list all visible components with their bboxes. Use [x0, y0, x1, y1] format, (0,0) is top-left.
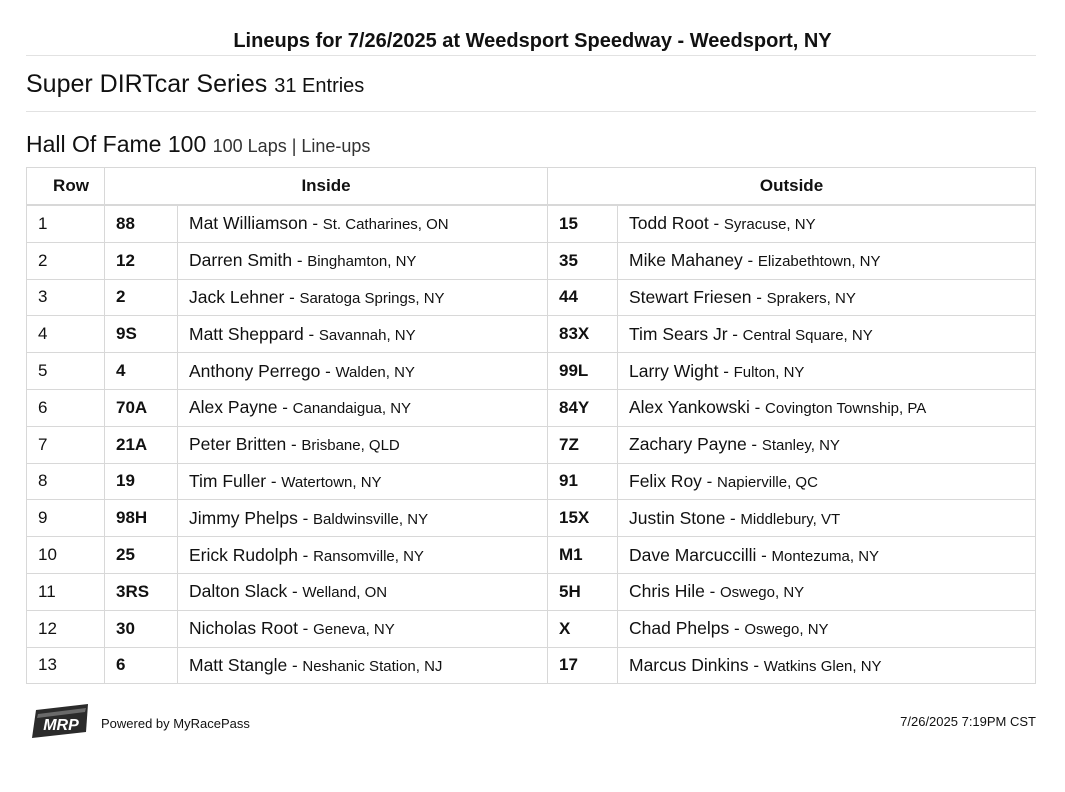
outside-driver-cell: [618, 647, 1036, 684]
inside-car-number: 4: [105, 353, 178, 390]
outside-car-number: 35: [548, 242, 618, 279]
outside-driver-cell: [618, 279, 1036, 316]
inside-driver-hometown: Watertown, NY: [281, 473, 382, 491]
inside-separator: -: [297, 508, 314, 528]
header-divider: [26, 55, 1036, 56]
outside-separator: -: [708, 214, 724, 234]
row-number: 4: [27, 316, 105, 353]
table-row: [27, 316, 1036, 353]
outside-car-number: 84Y: [548, 389, 618, 426]
outside-column-header: Outside: [548, 168, 1036, 206]
myracepass-logo: [30, 702, 92, 740]
inside-car-number: 70A: [105, 389, 178, 426]
outside-car-number: M1: [548, 537, 618, 574]
lineup-body: [27, 205, 1036, 684]
event-name: Hall Of Fame 100: [26, 131, 207, 157]
row-number: 1: [27, 205, 105, 242]
inside-driver-cell: [178, 353, 548, 390]
inside-driver-hometown: Saratoga Springs, NY: [299, 289, 445, 307]
inside-column-header: Inside: [105, 168, 548, 206]
inside-car-number: 12: [105, 242, 178, 279]
outside-driver-hometown: Napierville, QC: [717, 473, 818, 491]
outside-driver-cell: [618, 389, 1036, 426]
inside-driver-name: Peter Britten: [189, 434, 287, 455]
inside-separator: -: [286, 435, 302, 455]
table-row: [27, 242, 1036, 279]
inside-driver-name: Jack Lehner: [189, 286, 285, 307]
inside-separator: -: [284, 287, 300, 307]
inside-driver-hometown: Welland, ON: [302, 584, 388, 602]
inside-car-number: 19: [105, 463, 178, 500]
inside-car-number: 88: [105, 205, 178, 242]
inside-driver-name: Matt Sheppard: [189, 323, 304, 344]
series-name: Super DIRTcar Series: [26, 70, 268, 98]
inside-driver-cell: [178, 242, 548, 279]
inside-driver-hometown: Canandaigua, NY: [292, 400, 412, 418]
inside-car-number: 30: [105, 610, 178, 647]
outside-driver-name: Mike Mahaney: [629, 250, 743, 271]
outside-driver-cell: [618, 500, 1036, 537]
inside-car-number: 9S: [105, 316, 178, 353]
outside-driver-name: Dave Marcuccilli: [629, 544, 757, 565]
inside-driver-cell: [178, 647, 548, 684]
inside-driver-cell: [178, 316, 548, 353]
inside-car-number: 6: [105, 647, 178, 684]
inside-driver-cell: [178, 610, 548, 647]
inside-driver-cell: [178, 500, 548, 537]
inside-car-number: 2: [105, 279, 178, 316]
table-row: [27, 426, 1036, 463]
outside-driver-cell: [618, 316, 1036, 353]
row-number: 11: [27, 573, 105, 610]
outside-driver-name: Marcus Dinkins: [629, 654, 749, 675]
row-number: 5: [27, 353, 105, 390]
inside-driver-name: Tim Fuller: [189, 470, 267, 491]
outside-separator: -: [729, 619, 745, 639]
outside-driver-cell: [618, 426, 1036, 463]
outside-separator: -: [756, 545, 772, 565]
outside-separator: -: [749, 398, 766, 418]
inside-driver-hometown: Binghamton, NY: [307, 253, 417, 271]
outside-driver-hometown: Central Square, NY: [742, 326, 873, 344]
outside-driver-cell: [618, 242, 1036, 279]
inside-driver-cell: [178, 463, 548, 500]
row-number: 3: [27, 279, 105, 316]
outside-driver-name: Felix Roy: [629, 470, 702, 491]
inside-driver-hometown: Ransomville, NY: [313, 547, 424, 565]
inside-driver-hometown: Baldwinsville, NY: [313, 510, 429, 528]
outside-separator: -: [751, 287, 767, 307]
table-row: [27, 205, 1036, 242]
inside-driver-cell: [178, 573, 548, 610]
table-row: [27, 610, 1036, 647]
inside-driver-hometown: Brisbane, QLD: [301, 437, 400, 455]
outside-car-number: X: [548, 610, 618, 647]
row-column-header: Row: [27, 168, 105, 206]
inside-driver-cell: [178, 426, 548, 463]
inside-driver-name: Darren Smith: [189, 250, 293, 271]
outside-driver-name: Chris Hile: [629, 581, 705, 602]
table-header-row: [27, 168, 1036, 206]
inside-car-number: 98H: [105, 500, 178, 537]
outside-driver-name: Todd Root: [629, 213, 709, 234]
outside-car-number: 91: [548, 463, 618, 500]
outside-driver-cell: [618, 610, 1036, 647]
table-row: [27, 537, 1036, 574]
inside-driver-cell: [178, 205, 548, 242]
outside-driver-name: Chad Phelps: [629, 618, 730, 639]
outside-separator: -: [742, 251, 758, 271]
row-number: 6: [27, 389, 105, 426]
lineup-table: [26, 167, 1036, 684]
outside-driver-hometown: Sprakers, NY: [766, 289, 856, 307]
outside-car-number: 7Z: [548, 426, 618, 463]
inside-separator: -: [297, 545, 314, 565]
outside-car-number: 44: [548, 279, 618, 316]
series-entries: 31 Entries: [274, 75, 365, 97]
outside-driver-name: Zachary Payne: [629, 434, 747, 455]
inside-driver-hometown: Savannah, NY: [318, 326, 416, 344]
outside-driver-hometown: Montezuma, NY: [771, 547, 880, 565]
inside-driver-name: Anthony Perrego: [189, 360, 321, 381]
outside-driver-hometown: Oswego, NY: [744, 621, 829, 639]
inside-driver-hometown: Geneva, NY: [313, 621, 395, 639]
inside-driver-name: Matt Stangle: [189, 654, 288, 675]
inside-driver-name: Erick Rudolph: [189, 544, 298, 565]
inside-driver-hometown: St. Catharines, ON: [322, 216, 449, 234]
row-number: 8: [27, 463, 105, 500]
table-row: [27, 500, 1036, 537]
inside-separator: -: [277, 398, 293, 418]
inside-separator: -: [292, 251, 308, 271]
outside-separator: -: [718, 361, 734, 381]
outside-driver-hometown: Oswego, NY: [719, 584, 805, 602]
outside-driver-hometown: Covington Township, PA: [765, 400, 927, 418]
table-row: [27, 389, 1036, 426]
outside-driver-cell: [618, 573, 1036, 610]
inside-car-number: 21A: [105, 426, 178, 463]
event-details: 100 Laps | Line-ups: [212, 136, 371, 156]
row-number: 7: [27, 426, 105, 463]
event-heading: [26, 131, 370, 158]
outside-car-number: 15: [548, 205, 618, 242]
inside-separator: -: [307, 214, 323, 234]
inside-separator: -: [320, 361, 336, 381]
outside-driver-name: Larry Wight: [629, 360, 719, 381]
table-row: [27, 647, 1036, 684]
outside-driver-hometown: Middlebury, VT: [740, 510, 841, 528]
inside-driver-cell: [178, 279, 548, 316]
outside-driver-hometown: Watkins Glen, NY: [763, 657, 882, 675]
inside-driver-name: Mat Williamson: [189, 213, 308, 234]
inside-separator: -: [297, 619, 314, 639]
outside-car-number: 83X: [548, 316, 618, 353]
outside-separator: -: [701, 471, 718, 491]
generated-timestamp: 7/26/2025 7:19PM CST: [900, 714, 1036, 729]
inside-driver-hometown: Walden, NY: [335, 363, 415, 381]
outside-driver-name: Stewart Friesen: [629, 286, 752, 307]
outside-separator: -: [746, 435, 762, 455]
inside-separator: -: [266, 471, 282, 491]
series-heading: [26, 70, 364, 99]
inside-driver-name: Alex Payne: [189, 397, 278, 418]
inside-separator: -: [303, 324, 319, 344]
inside-car-number: 25: [105, 537, 178, 574]
outside-separator: -: [727, 324, 743, 344]
row-number: 2: [27, 242, 105, 279]
outside-car-number: 17: [548, 647, 618, 684]
outside-driver-hometown: Syracuse, NY: [723, 216, 816, 234]
inside-separator: -: [287, 582, 303, 602]
outside-car-number: 15X: [548, 500, 618, 537]
outside-driver-cell: [618, 463, 1036, 500]
outside-car-number: 5H: [548, 573, 618, 610]
inside-driver-hometown: Neshanic Station, NJ: [302, 657, 443, 675]
outside-car-number: 99L: [548, 353, 618, 390]
outside-separator: -: [725, 508, 741, 528]
outside-separator: -: [704, 582, 720, 602]
outside-driver-name: Alex Yankowski: [629, 397, 750, 418]
table-row: [27, 463, 1036, 500]
outside-driver-hometown: Stanley, NY: [761, 437, 840, 455]
table-row: [27, 279, 1036, 316]
logo-text: MRP: [43, 717, 79, 734]
table-row: [27, 353, 1036, 390]
inside-car-number: 3RS: [105, 573, 178, 610]
row-number: 9: [27, 500, 105, 537]
inside-driver-name: Jimmy Phelps: [189, 507, 298, 528]
powered-by-text: Powered by MyRacePass: [101, 716, 250, 731]
inside-separator: -: [287, 655, 303, 675]
table-row: [27, 573, 1036, 610]
outside-driver-hometown: Elizabethtown, NY: [757, 253, 881, 271]
series-divider: [26, 111, 1036, 112]
row-number: 12: [27, 610, 105, 647]
outside-driver-cell: [618, 353, 1036, 390]
outside-driver-cell: [618, 205, 1036, 242]
inside-driver-cell: [178, 389, 548, 426]
outside-driver-name: Tim Sears Jr: [629, 323, 728, 344]
inside-driver-name: Dalton Slack: [189, 581, 288, 602]
row-number: 13: [27, 647, 105, 684]
inside-driver-name: Nicholas Root: [189, 618, 298, 639]
outside-separator: -: [748, 655, 764, 675]
outside-driver-hometown: Fulton, NY: [733, 363, 805, 381]
row-number: 10: [27, 537, 105, 574]
outside-driver-name: Justin Stone: [629, 507, 726, 528]
page-title: Lineups for 7/26/2025 at Weedsport Speedway - Weedsport, NY: [233, 30, 832, 52]
outside-driver-cell: [618, 537, 1036, 574]
inside-driver-cell: [178, 537, 548, 574]
